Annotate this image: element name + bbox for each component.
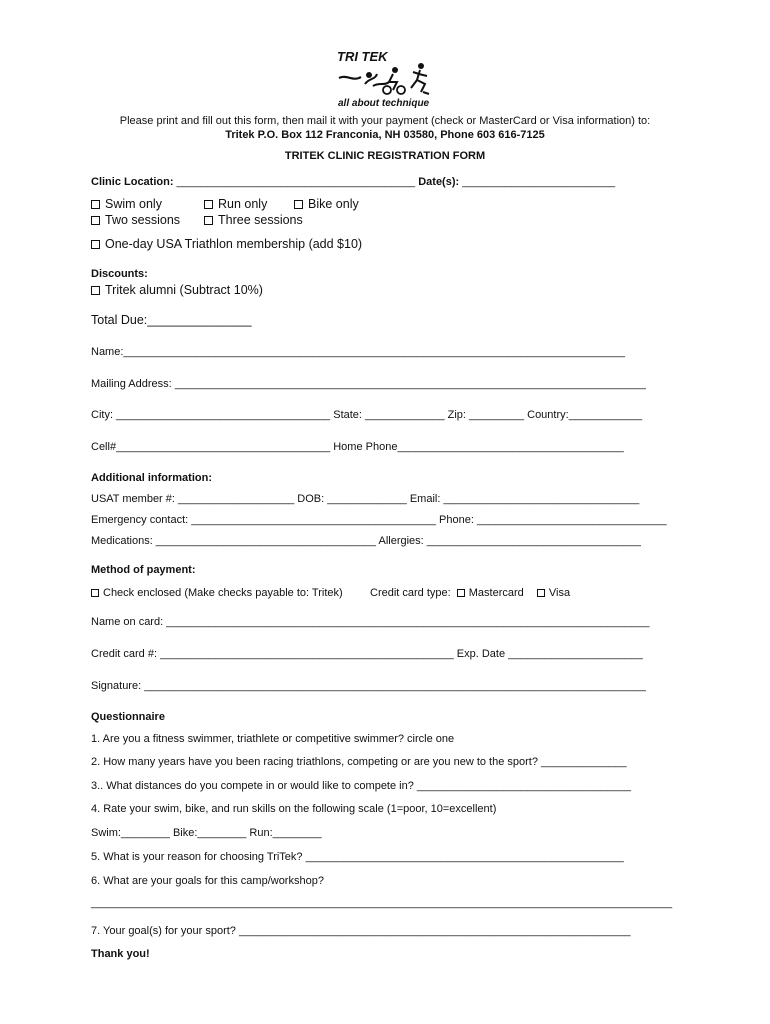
card-type-row[interactable]	[370, 586, 570, 600]
option-swim-only[interactable]	[91, 197, 162, 212]
option-tritek-alumni[interactable]	[91, 283, 263, 298]
thank-you-text: Thank you!	[91, 948, 150, 960]
checkbox-icon[interactable]	[91, 216, 100, 225]
check-enclosed-label: Check enclosed (Make checks payable to: Tritek)	[103, 587, 343, 599]
total-due-field[interactable]: Total Due:_______________	[91, 313, 252, 327]
option-run-only[interactable]	[204, 197, 267, 212]
mailing-address-text: Tritek P.O. Box 112 Franconia, NH 03580, Phone 603 616-7125	[225, 129, 545, 141]
run-only-label: Run only	[218, 197, 268, 211]
checkbox-icon[interactable]	[91, 589, 99, 597]
checkbox-icon[interactable]	[294, 200, 303, 209]
usat-dob-email-field[interactable]: USAT member #: ___________________ DOB: _____________ Email: ________________________________	[91, 493, 640, 505]
option-three-sessions[interactable]	[204, 213, 303, 228]
emergency-contact-field[interactable]: Emergency contact: ________________________________________ Phone: _______________________________	[91, 514, 667, 526]
skill-ratings-field[interactable]: Swim:________ Bike:________ Run:________	[91, 827, 322, 839]
option-check-enclosed[interactable]	[91, 586, 343, 600]
logo-tagline: all about technique	[338, 98, 430, 109]
question-6-answer-line[interactable]: _______________________________________________________________________________________________	[91, 897, 673, 909]
signature-field[interactable]: Signature: __________________________________________________________________________________	[91, 680, 646, 692]
name-on-card-field[interactable]: Name on card: _______________________________________________________________________________	[91, 616, 650, 628]
card-type-label: Credit card type:	[370, 587, 451, 599]
dates-label: Date(s):	[418, 176, 460, 188]
question-7[interactable]: 7. Your goal(s) for your sport? ________________________________________________________________	[91, 925, 631, 937]
clinic-location-label: Clinic Location:	[91, 176, 174, 188]
dates-field[interactable]: _________________________	[462, 176, 616, 188]
instructions-text: Please print and fill out this form, then mail it with your payment (check or MasterCard or Visa information) to:	[119, 115, 651, 127]
tritek-logo	[335, 48, 445, 115]
three-sessions-label: Three sessions	[218, 213, 303, 227]
checkbox-icon[interactable]	[537, 589, 545, 597]
question-6: 6. What are your goals for this camp/workshop?	[91, 875, 324, 887]
mastercard-label: Mastercard	[468, 587, 524, 599]
mailing-address-field[interactable]: Mailing Address: _____________________________________________________________________________	[91, 378, 646, 390]
tritek-alumni-label: Tritek alumni (Subtract 10%)	[105, 283, 263, 297]
option-usa-membership[interactable]	[91, 237, 362, 252]
discounts-label: Discounts:	[91, 268, 148, 280]
question-5[interactable]: 5. What is your reason for choosing TriTek? ____________________________________________________	[91, 851, 624, 863]
question-4: 4. Rate your swim, bike, and run skills on the following scale (1=poor, 10=excellent)	[91, 803, 497, 815]
checkbox-icon[interactable]	[91, 286, 100, 295]
option-bike-only[interactable]	[294, 197, 359, 212]
credit-card-number-field[interactable]: Credit card #: ________________________________________________ Exp. Date ______________________	[91, 648, 643, 660]
clinic-location-field[interactable]: _______________________________________	[176, 176, 416, 188]
city-state-zip-field[interactable]: City: ___________________________________ State: _____________ Zip: _________ Country:____________	[91, 409, 643, 421]
medications-allergies-field[interactable]: Medications: ____________________________________ Allergies: ___________________________________	[91, 535, 641, 547]
question-1: 1. Are you a fitness swimmer, triathlete or competitive swimmer? circle one	[91, 733, 455, 745]
checkbox-icon[interactable]	[204, 216, 213, 225]
form-title: TRITEK CLINIC REGISTRATION FORM	[284, 150, 486, 162]
usa-membership-label: One-day USA Triathlon membership (add $10)	[105, 237, 363, 251]
question-2[interactable]: 2. How many years have you been racing triathlons, competing or are you new to the sport? ______________	[91, 756, 627, 768]
checkbox-icon[interactable]	[204, 200, 213, 209]
logo-brand: TRI TEK	[337, 49, 388, 64]
questionnaire-label: Questionnaire	[91, 711, 165, 723]
checkbox-icon[interactable]	[91, 200, 100, 209]
additional-info-label: Additional information:	[91, 472, 212, 484]
checkbox-icon[interactable]	[91, 240, 100, 249]
payment-method-label: Method of payment:	[91, 564, 196, 576]
phone-field[interactable]: Cell#___________________________________ Home Phone_____________________________________	[91, 441, 624, 453]
triathlete-figures-icon	[335, 48, 445, 110]
checkbox-icon[interactable]	[457, 589, 465, 597]
bike-only-label: Bike only	[308, 197, 359, 211]
clinic-location-row[interactable]	[91, 175, 615, 189]
name-field[interactable]: Name:__________________________________________________________________________________	[91, 346, 626, 358]
swim-only-label: Swim only	[105, 197, 162, 211]
option-two-sessions[interactable]	[91, 213, 180, 228]
two-sessions-label: Two sessions	[105, 213, 181, 227]
visa-label: Visa	[548, 587, 571, 599]
question-3[interactable]: 3.. What distances do you compete in or would like to compete in? ___________________________________	[91, 780, 632, 792]
